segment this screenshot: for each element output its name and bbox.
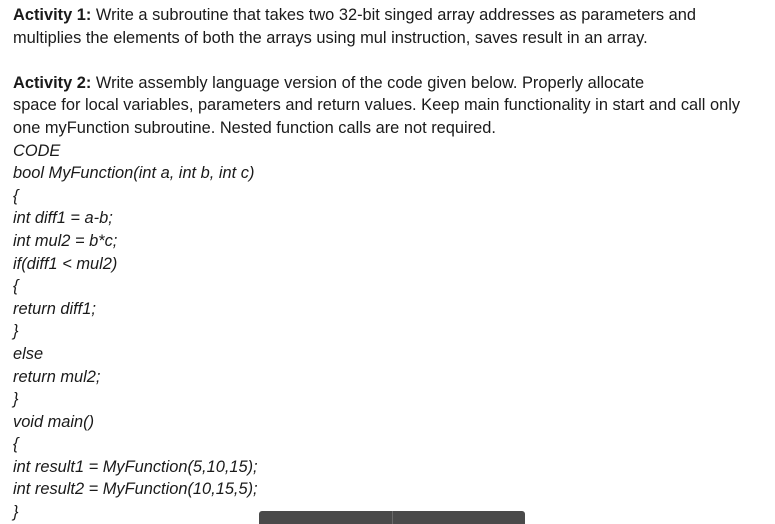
code-line: void main() bbox=[13, 412, 95, 431]
activity-2-paragraph bbox=[13, 72, 773, 140]
activity-1-paragraph bbox=[13, 4, 773, 49]
bottom-toolbar-segment[interactable] bbox=[393, 511, 526, 524]
code-line: else bbox=[13, 344, 44, 363]
activity-2-text-1: Write assembly language version of the code given below. Properly allocate bbox=[91, 73, 645, 92]
code-line: { bbox=[13, 186, 19, 205]
activity-1-line-2: multiplies the elements of both the arrays using mul instruction, saves result in an array. bbox=[13, 28, 648, 47]
code-label: CODE bbox=[13, 141, 61, 160]
activity-1-text-1: Write a subroutine that takes two 32-bit singed array addresses as parameters and bbox=[91, 6, 696, 24]
bottom-toolbar-strip[interactable] bbox=[259, 511, 525, 524]
document-body bbox=[13, 4, 773, 524]
code-line: { bbox=[13, 277, 19, 296]
activity-2-heading: Activity 2: bbox=[13, 73, 92, 92]
code-line: } bbox=[13, 390, 19, 409]
code-line: } bbox=[13, 322, 19, 341]
code-line: if(diff1 < mul2) bbox=[13, 254, 118, 273]
activity-2-line-3: one myFunction subroutine. Nested function calls are not required. bbox=[13, 118, 496, 137]
activity-2-line-1 bbox=[13, 72, 773, 95]
code-line: int mul2 = b*c; bbox=[13, 231, 118, 250]
code-line: return mul2; bbox=[13, 367, 101, 386]
activity-1-heading: Activity 1: bbox=[13, 6, 92, 24]
code-line: return diff1; bbox=[13, 299, 96, 318]
code-line: } bbox=[13, 503, 19, 522]
paragraph-spacer bbox=[13, 49, 773, 72]
code-line: int result2 = MyFunction(10,15,5); bbox=[13, 480, 258, 499]
bottom-toolbar-segment[interactable] bbox=[259, 511, 393, 524]
code-line: int diff1 = a-b; bbox=[13, 209, 113, 228]
code-line: int result1 = MyFunction(5,10,15); bbox=[13, 457, 258, 476]
activity-2-line-2: space for local variables, parameters and return values. Keep main functionality in start and call only bbox=[13, 96, 741, 115]
code-line: { bbox=[13, 435, 19, 454]
code-line: bool MyFunction(int a, int b, int c) bbox=[13, 164, 255, 183]
code-block bbox=[13, 140, 773, 524]
activity-1-line-1 bbox=[13, 4, 773, 27]
